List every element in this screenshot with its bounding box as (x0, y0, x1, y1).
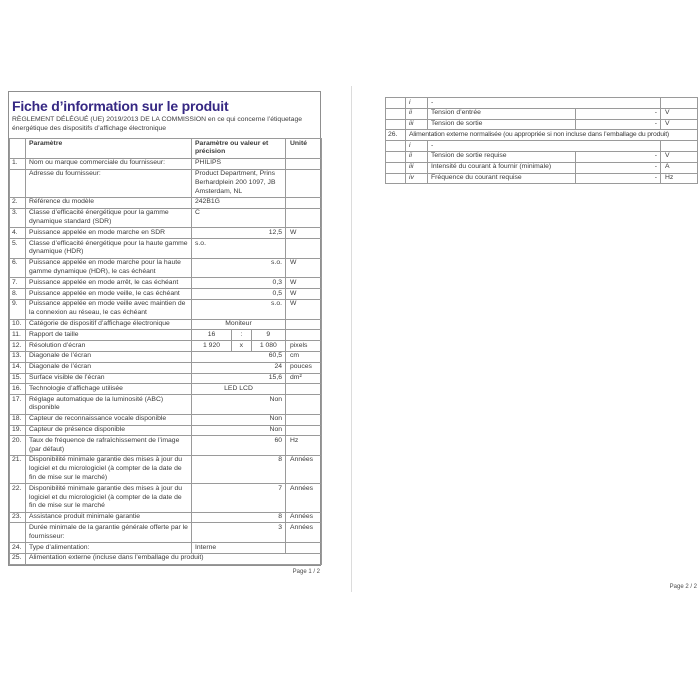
param-unit: pixels (286, 341, 322, 352)
param-unit: A (661, 162, 698, 173)
param-label: Tension de sortie (428, 119, 576, 130)
sub-item-numeral: ii (406, 108, 428, 119)
resolution-height: 1 080 (259, 341, 277, 349)
param-number: 26. (386, 130, 406, 141)
param-label: Nom ou marque commerciale du fournisseur: (26, 158, 192, 169)
param-label: Surface visible de l’écran (26, 373, 192, 384)
param-number (386, 162, 406, 173)
param-unit (286, 395, 322, 415)
param-number: 14. (10, 362, 26, 373)
param-unit (661, 98, 698, 109)
header-unit: Unité (286, 139, 322, 159)
param-label: Catégorie de dispositif d’affichage électronique (26, 319, 192, 330)
param-number: 4. (10, 228, 26, 239)
param-label: Capteur de présence disponible (26, 425, 192, 436)
table-row (10, 278, 322, 289)
header-number (10, 139, 26, 159)
param-value: Interne (192, 543, 286, 554)
param-value: 3 (192, 523, 286, 543)
param-value: - (576, 108, 661, 119)
param-label: Réglage automatique de la luminosité (ABC) disponible (26, 395, 192, 415)
param-number: 22. (10, 484, 26, 512)
table-row (10, 543, 322, 554)
table-row (386, 173, 698, 184)
param-unit: V (661, 151, 698, 162)
param-label: Capteur de reconnaissance vocale disponible (26, 414, 192, 425)
param-value: LED LCD (192, 384, 286, 395)
param-label: Puissance appelée en mode marche en SDR (26, 228, 192, 239)
param-label: Tension de sortie requise (428, 151, 576, 162)
header-parameter: Paramètre (26, 139, 192, 159)
param-value: s.o. (192, 299, 286, 319)
param-number: 19. (10, 425, 26, 436)
param-value: - (576, 173, 661, 184)
param-value: Non (192, 425, 286, 436)
param-value: s.o. (192, 258, 286, 278)
param-label: Assistance produit minimale garantie (26, 512, 192, 523)
param-value: PHILIPS (192, 158, 286, 169)
param-unit: dm² (286, 373, 322, 384)
param-label: Disponibilité minimale garantie des mises à jour du logiciel et du micrologiciel (à compter de la date de fin de mise sur le marché (26, 484, 192, 512)
param-value: 60 (192, 436, 286, 456)
param-label: - (428, 98, 661, 109)
param-number: 20. (10, 436, 26, 456)
param-value: Moniteur (192, 319, 286, 330)
page-1 (8, 91, 321, 575)
page-title: Fiche d’information sur le produit (12, 98, 229, 114)
param-number: 12. (10, 341, 26, 352)
param-label: Fréquence du courant requise (428, 173, 576, 184)
param-value: C (192, 208, 286, 228)
table-row (10, 299, 322, 319)
param-unit (286, 169, 322, 197)
param-unit: Années (286, 512, 322, 523)
table-row (10, 239, 322, 259)
param-label: Classe d’efficacité énergétique pour la haute gamme dynamique (HDR) (26, 239, 192, 259)
param-unit: W (286, 278, 322, 289)
param-number: 3. (10, 208, 26, 228)
table-row (10, 484, 322, 512)
param-label: Taux de fréquence de rafraîchissement de l’image (par défaut) (26, 436, 192, 456)
param-value: 60,5 (192, 351, 286, 362)
param-number (386, 98, 406, 109)
param-label: Puissance appelée en mode marche pour la haute gamme dynamique (HDR), le cas échéant (26, 258, 192, 278)
param-value-ratio (192, 330, 286, 341)
table-row (386, 151, 698, 162)
param-unit (661, 141, 698, 152)
param-label: Puissance appelée en mode veille avec maintien de la connexion au réseau, le cas échéant (26, 299, 192, 319)
param-label-span: Alimentation externe normalisée (ou appropriée si non incluse dans l’emballage du produit) (406, 130, 698, 141)
table-row (386, 98, 698, 109)
param-label: - (428, 141, 661, 152)
param-unit: pouces (286, 362, 322, 373)
param-value: 8 (192, 512, 286, 523)
param-number: 21. (10, 455, 26, 483)
param-number: 5. (10, 239, 26, 259)
param-number: 18. (10, 414, 26, 425)
param-label: Adresse du fournisseur: (26, 169, 192, 197)
param-label: Diagonale de l’écran (26, 362, 192, 373)
param-value: 0,3 (192, 278, 286, 289)
param-number: 11. (10, 330, 26, 341)
table-row (10, 553, 322, 564)
table-row (10, 395, 322, 415)
param-unit (286, 319, 322, 330)
param-label-span: Alimentation externe (incluse dans l’emballage du produit) (26, 553, 322, 564)
param-number: 1. (10, 158, 26, 169)
sub-item-numeral: i (406, 141, 428, 152)
table-row (10, 362, 322, 373)
table-row (10, 228, 322, 239)
param-value: 15,6 (192, 373, 286, 384)
table-row (386, 162, 698, 173)
param-unit: W (286, 299, 322, 319)
table-row (10, 523, 322, 543)
param-number: 23. (10, 512, 26, 523)
param-unit: W (286, 289, 322, 300)
sub-item-numeral: iii (406, 119, 428, 130)
param-number (10, 523, 26, 543)
param-number: 16. (10, 384, 26, 395)
table-header-row (10, 139, 322, 159)
product-parameters-table (9, 138, 322, 564)
param-value: 12,5 (192, 228, 286, 239)
param-value: 8 (192, 455, 286, 483)
param-unit: Hz (661, 173, 698, 184)
param-number (386, 173, 406, 184)
param-number: 13. (10, 351, 26, 362)
param-label: Puissance appelée en mode veille, le cas échéant (26, 289, 192, 300)
table-row (10, 289, 322, 300)
param-value: 0,5 (192, 289, 286, 300)
page-2-footer: Page 2 / 2 (669, 584, 697, 590)
param-label: Technologie d’affichage utilisée (26, 384, 192, 395)
table-row (10, 330, 322, 341)
sub-item-numeral: ii (406, 151, 428, 162)
param-label: Puissance appelée en mode arrêt, le cas échéant (26, 278, 192, 289)
param-number: 17. (10, 395, 26, 415)
param-unit: W (286, 258, 322, 278)
product-fiche-box (8, 91, 321, 566)
regulation-subtitle: RÈGLEMENT DÉLÉGUÉ (UE) 2019/2013 DE LA COMMISSION en ce qui concerne l’étiquetage énergétique des dispositifs d’affichage électronique (12, 116, 303, 132)
table-row (10, 384, 322, 395)
param-number: 8. (10, 289, 26, 300)
param-number: 9. (10, 299, 26, 319)
param-number (386, 141, 406, 152)
table-row (386, 141, 698, 152)
param-label: Disponibilité minimale garantie des mises à jour du logiciel et du micrologiciel (à compter de la date de fin de mise sur le marché) (26, 455, 192, 483)
param-unit (286, 414, 322, 425)
table-row (10, 455, 322, 483)
param-value: - (576, 162, 661, 173)
param-value: Non (192, 395, 286, 415)
param-value: 24 (192, 362, 286, 373)
param-unit: Années (286, 484, 322, 512)
table-row (10, 512, 322, 523)
table-row (10, 258, 322, 278)
table-row (386, 130, 698, 141)
resolution-width: 1 920 (203, 341, 221, 349)
param-value-resolution (192, 341, 286, 352)
param-unit: Années (286, 523, 322, 543)
param-unit (286, 543, 322, 554)
param-label: Résolution d’écran (26, 341, 192, 352)
param-value: Product Department, Prins Berhardplein 200 1097, JB Amsterdam, NL (192, 169, 286, 197)
page-1-footer: Page 1 / 2 (292, 568, 320, 575)
param-number: 2. (10, 197, 26, 208)
param-label: Tension d’entrée (428, 108, 576, 119)
param-number: 24. (10, 543, 26, 554)
param-unit: Années (286, 455, 322, 483)
param-unit (286, 197, 322, 208)
external-power-table (385, 97, 698, 184)
param-number: 25. (10, 553, 26, 564)
param-number (386, 151, 406, 162)
param-label: Rapport de taille (26, 330, 192, 341)
param-number: 10. (10, 319, 26, 330)
param-unit: cm (286, 351, 322, 362)
sub-item-numeral: iii (406, 162, 428, 173)
param-unit: V (661, 119, 698, 130)
param-unit: Hz (286, 436, 322, 456)
table-row (386, 108, 698, 119)
param-label: Diagonale de l’écran (26, 351, 192, 362)
param-unit: V (661, 108, 698, 119)
param-number (10, 169, 26, 197)
table-row (10, 208, 322, 228)
param-label: Intensité du courant à fournir (minimale) (428, 162, 576, 173)
param-number (386, 119, 406, 130)
param-value: s.o. (192, 239, 286, 259)
param-value: Non (192, 414, 286, 425)
sub-item-numeral: i (406, 98, 428, 109)
param-value: 7 (192, 484, 286, 512)
table-row (10, 351, 322, 362)
table-row (10, 197, 322, 208)
param-value: 242B1G (192, 197, 286, 208)
page-separator-line (351, 86, 352, 592)
table-row (10, 319, 322, 330)
resolution-separator: x (231, 341, 252, 351)
param-number: 7. (10, 278, 26, 289)
table-row (10, 425, 322, 436)
param-label: Classe d’efficacité énergétique pour la gamme dynamique standard (SDR) (26, 208, 192, 228)
param-unit (286, 425, 322, 436)
param-unit (286, 208, 322, 228)
param-number (386, 108, 406, 119)
ratio-width: 16 (207, 330, 216, 338)
sub-item-numeral: iv (406, 173, 428, 184)
table-row (10, 436, 322, 456)
param-number: 15. (10, 373, 26, 384)
table-row (10, 169, 322, 197)
header-value: Paramètre ou valeur et précision (192, 139, 286, 159)
param-label: Durée minimale de la garantie générale offerte par le fournisseur: (26, 523, 192, 543)
param-number: 6. (10, 258, 26, 278)
param-label: Référence du modèle (26, 197, 192, 208)
param-unit: W (286, 228, 322, 239)
param-unit (286, 384, 322, 395)
param-value: - (576, 151, 661, 162)
param-label: Type d’alimentation: (26, 543, 192, 554)
param-unit (286, 330, 322, 341)
table-row (10, 341, 322, 352)
table-row (10, 158, 322, 169)
table-row (386, 119, 698, 130)
table-row (10, 373, 322, 384)
page-2 (385, 97, 698, 184)
param-value: - (576, 119, 661, 130)
ratio-separator: : (231, 330, 252, 340)
ratio-height: 9 (266, 330, 271, 338)
param-unit (286, 239, 322, 259)
param-unit (286, 158, 322, 169)
table-row (10, 414, 322, 425)
